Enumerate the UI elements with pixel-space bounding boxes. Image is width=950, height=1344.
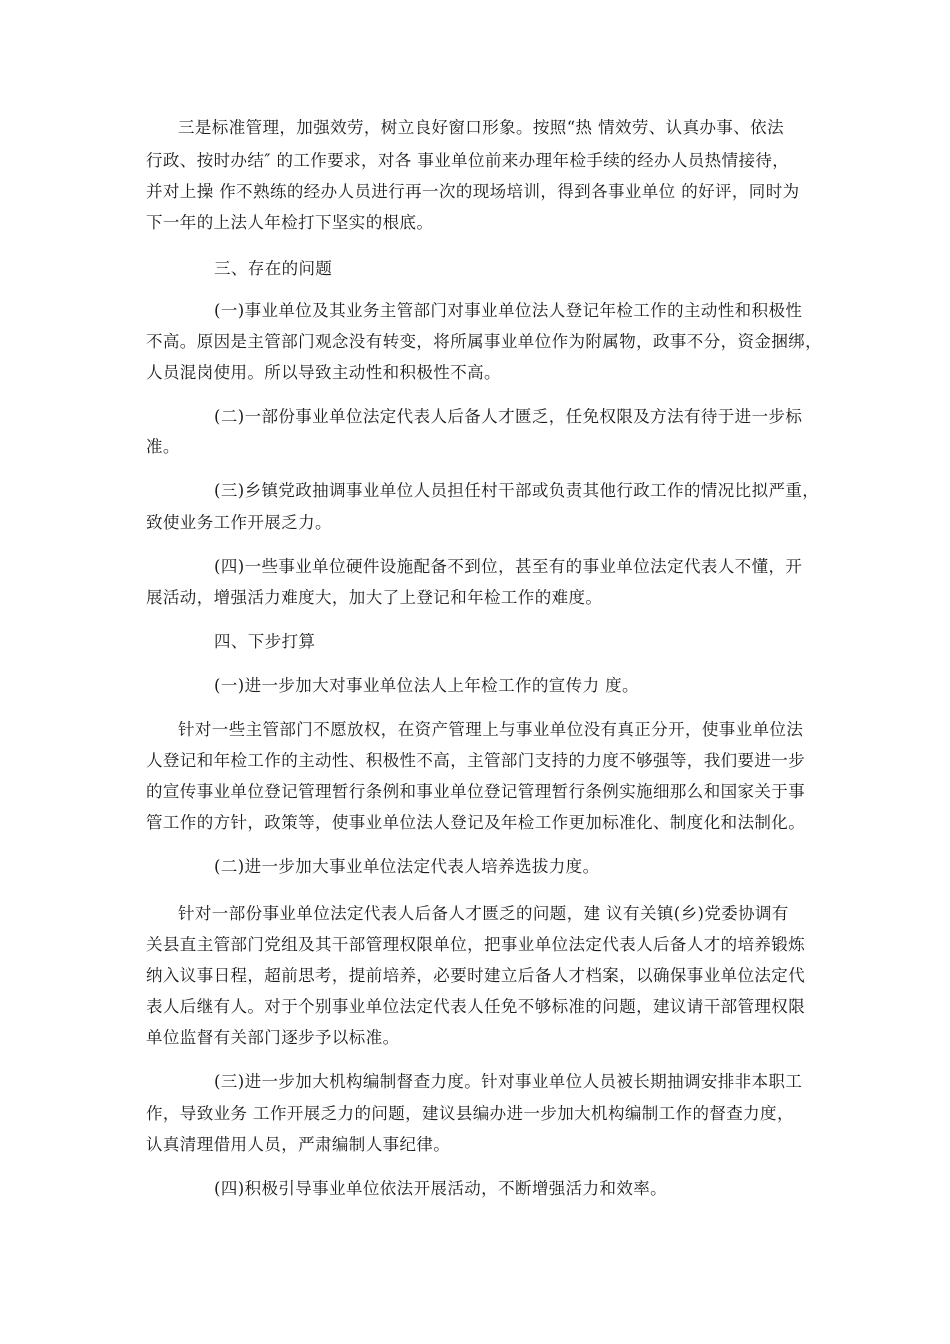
paragraph-line: (四)积极引导事业单位依法开展活动，不断增强活力和效率。 xyxy=(214,1179,668,1198)
paragraph-line: (三)乡镇党政抽调事业单位人员担任村干部或负责其他行政工作的情况比拟严重， xyxy=(214,481,820,500)
paragraph-line: 认真清理借用人员，严肃编制人事纪律。 xyxy=(146,1135,451,1154)
paragraph-line: (一)进一步加大对事业单位法人上年检工作的宣传力 度。 xyxy=(214,676,639,695)
paragraph-line: (二)进一步加大事业单位法定代表人培养选拔力度。 xyxy=(214,857,600,876)
paragraph-line: 不高。原因是主管部门观念没有转变，将所属事业单位作为附属物，政事不分，资金捆绑， xyxy=(146,332,822,351)
paragraph-line: 下一年的上法人年检打下坚实的根底。 xyxy=(146,213,434,232)
paragraph-line: 并对上操 作不熟练的经办人员进行再一次的现场培训，得到各事业单位 的好评，同时为 xyxy=(146,182,800,201)
paragraph-line: 针对一部份事业单位法定代表人后备人才匮乏的问题，建 议有关镇(乡)党委协调有 xyxy=(178,904,789,923)
paragraph-line: 管工作的方针，政策等，使事业单位法人登记及年检工作更加标准化、制度化和法制化。 xyxy=(146,813,806,832)
section-heading: 三、存在的问题 xyxy=(214,259,333,278)
paragraph-line: 单位监督有关部门逐步予以标准。 xyxy=(146,1028,400,1047)
paragraph-line: (一)事业单位及其业务主管部门对事业单位法人登记年检工作的主动性和积极性 xyxy=(214,301,803,320)
paragraph-line: (四)一些事业单位硬件设施配备不到位，甚至有的事业单位法定代表人不懂，开 xyxy=(214,557,803,576)
paragraph-line: 纳入议事日程，超前思考，提前培养，必要时建立后备人才档案，以确保事业单位法定代 xyxy=(146,966,806,985)
paragraph-line: 表人后继有人。对于个别事业单位法定代表人任免不够标准的问题，建议请干部管理权限 xyxy=(146,997,806,1016)
paragraph-line: 展活动，增强活力难度大，加大了上登记和年检工作的难度。 xyxy=(146,588,603,607)
paragraph-line: 作，导致业务 工作开展乏力的问题，建议县编办进一步加大机构编制工作的督查力度， xyxy=(146,1104,794,1123)
paragraph-line: 人员混岗使用。所以导致主动性和积极性不高。 xyxy=(146,363,501,382)
paragraph-line: 关县直主管部门党组及其干部管理权限单位，把事业单位法定代表人后备人才的培养锻炼 xyxy=(146,935,806,954)
paragraph-line: 准。 xyxy=(146,437,180,456)
paragraph-line: (三)进一步加大机构编制督查力度。针对事业单位人员被长期抽调安排非本职工 xyxy=(214,1072,803,1091)
paragraph-line: 的宣传事业单位登记管理暂行条例和事业单位登记管理暂行条例实施细那么和国家关于事 xyxy=(146,782,806,801)
paragraph-line: 针对一些主管部门不愿放权，在资产管理上与事业单位没有真正分开，使事业单位法 xyxy=(178,720,804,739)
paragraph-line: 三是标准管理，加强效劳，树立良好窗口形象。按照“热 情效劳、认真办事、依法 xyxy=(178,118,784,137)
paragraph-line: (二)一部份事业单位法定代表人后备人才匮乏，任免权限及方法有待于进一步标 xyxy=(214,407,803,426)
paragraph-line: 行政、按时办结″ 的工作要求，对各 事业单位前来办理年检手续的经办人员热情接待， xyxy=(146,151,790,170)
paragraph-line: 人登记和年检工作的主动性、积极性不高，主管部门支持的力度不够强等，我们要进一步 xyxy=(146,751,806,770)
paragraph-line: 致使业务工作开展乏力。 xyxy=(146,513,332,532)
section-heading: 四、下步打算 xyxy=(214,632,316,651)
